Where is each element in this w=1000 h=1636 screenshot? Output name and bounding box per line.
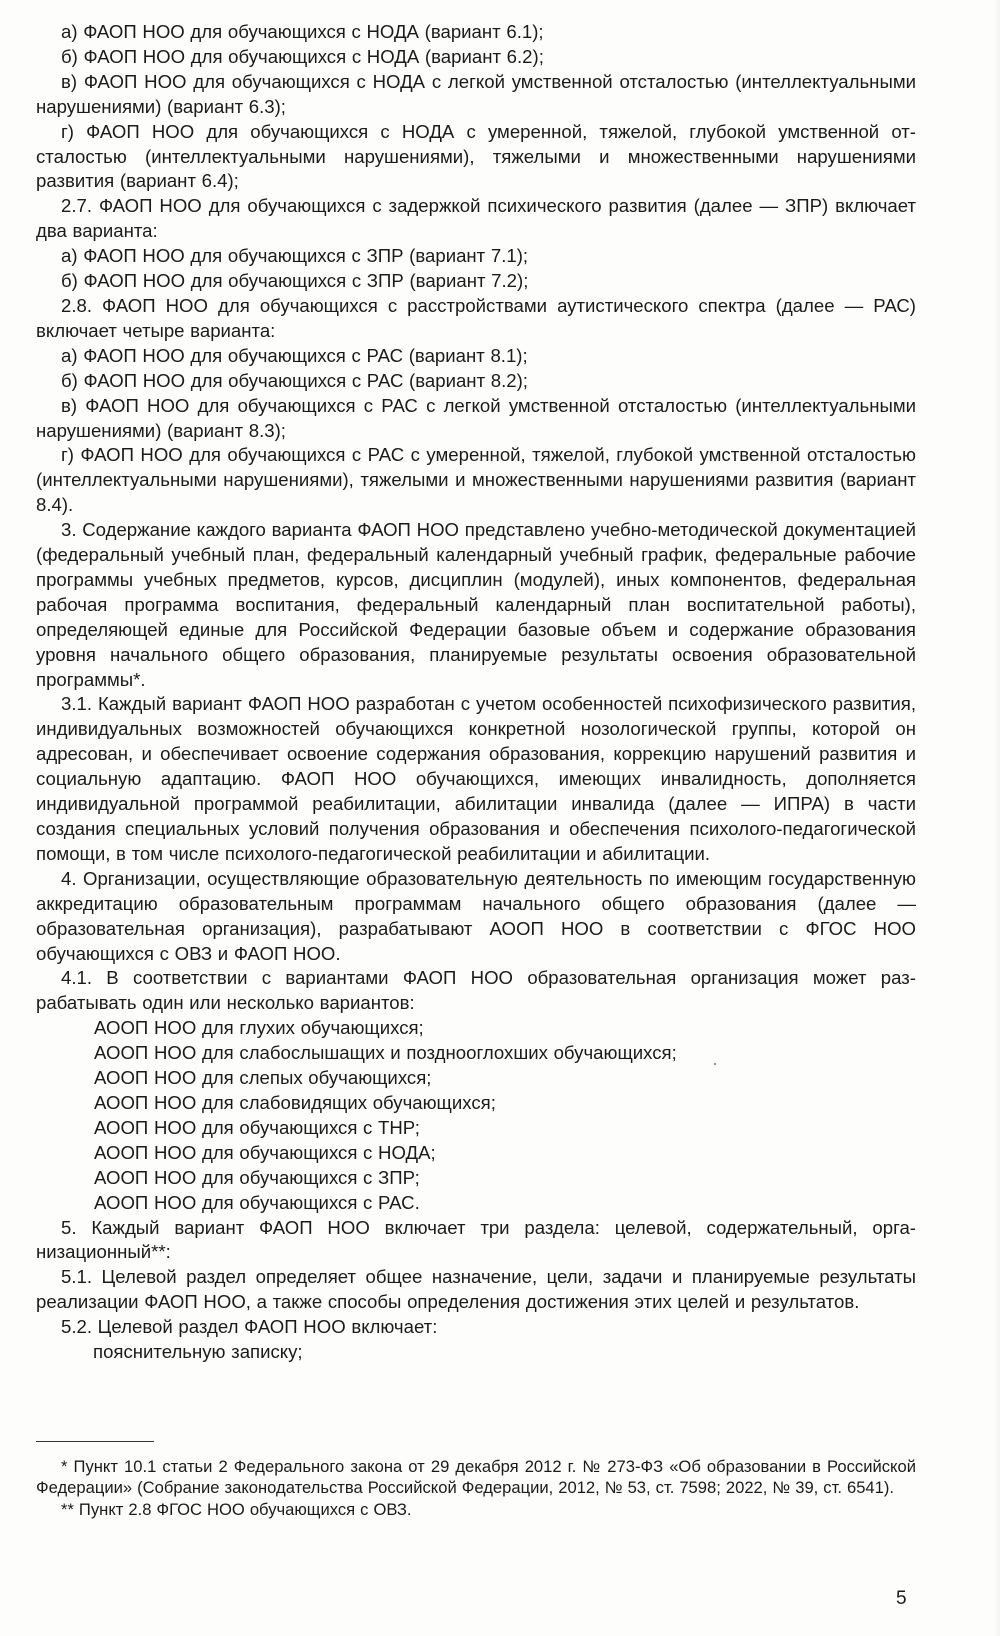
list-item: АООП НОО для обучающихся с НОДА; [94,1141,436,1163]
paragraph: а) ФАОП НОО для обучающихся с НОДА (вариант 6.1); [61,21,544,42]
scan-speck [714,1063,716,1065]
footnote-separator [36,1441,154,1442]
paragraph: 5.2. Целевой раздел ФАОП НОО включает: [61,1316,438,1338]
body-text [36,20,916,1365]
paragraph: 5. Каждый вариант ФАОП НОО включает три раздела: целевой, содержательный, организационный**: [36,1216,916,1263]
paragraph: 4.1. В соответствии с вариантами ФАОП НОО образовательная организация может разрабатывать один или несколько вариантов: [36,967,916,1014]
paragraph: 4. Организации, осуществляющие образовательную деятельность по имеющим государственную аккредитацию образовательным программам начального общего образования (далее — образовательная организация), разрабатывают АООП НОО в соответствии с ФГОС НОО обучающихся с ОВЗ и ФАОП НОО. [36,867,916,964]
footnotes [36,1441,916,1520]
list-item: пояснительную записку; [93,1341,303,1363]
list-item: АООП НОО для обучающихся с РАС. [94,1191,420,1213]
paragraph: б) ФАОП НОО для обучающихся с НОДА (вариант 6.2); [61,45,544,67]
page-edge-shadow [994,0,1000,1636]
list-item: АООП НОО для слабослышащих и позднооглохших обучающихся; [94,1042,677,1064]
page-number: 5 [896,1588,907,1609]
paragraph: а) ФАОП НОО для обучающихся с ЗПР (вариант 7.1); [61,245,529,267]
paragraph: 3.1. Каждый вариант ФАОП НОО разработан с учетом особенностей психофизического развития, индивидуальных возможностей обучающихся конкретной нозологической группы, которой он адресован, и обеспечивает освоение содержания образования, коррекцию нарушений развития и социальную адаптацию. ФАОП НОО обучающихся, имеющих инвалидность, дополняется индивидуальной программой реабилитации, абилитации инвалида (далее — ИПРА) в части создания специальных условий получения образования и обеспечения психолого-педагогической помощи, в том числе психолого-педагогической реабилитации и абилитации. [36,693,916,864]
paragraph: г) ФАОП НОО для обучающихся с РАС с умеренной, тяжелой, глубокой умственной отсталостью (интеллектуальными нарушениями), тяжелыми и множественными нарушениями развития (вариант 8.4). [36,444,916,516]
paragraph: 3. Содержание каждого варианта ФАОП НОО представлено учебно-методической документацией (федеральный учебный план, федеральный календарный учебный график, федеральные рабочие программы учебных предметов, курсов, дисциплин (модулей), иных компонентов, федеральная рабочая программа воспитания, федеральный календарный план воспитательной работы), определяющей единые для Российской Федерации базовые объем и содержание образования уровня начального общего образования, планируемые результаты освоения образовательной программы*. [36,519,916,690]
list-item: АООП НОО для обучающихся с ЗПР; [94,1166,420,1188]
paragraph: г) ФАОП НОО для обучающихся с НОДА с умеренной, тяжелой, глубокой умственной отсталостью (интеллектуальными нарушениями), тяжелыми и множественными нарушениями развития (вариант 6.4); [36,120,916,192]
paragraph: а) ФАОП НОО для обучающихся с РАС (вариант 8.1); [61,344,528,366]
paragraph: 5.1. Целевой раздел определяет общее назначение, цели, задачи и планируемые результаты реализации ФАОП НОО, а также способы определения достижения этих целей и результатов. [36,1266,916,1313]
list-item: АООП НОО для слепых обучающихся; [94,1067,432,1089]
paragraph: 2.7. ФАОП НОО для обучающихся с задержкой психического развития (далее — ЗПР) включает два варианта: [36,195,916,242]
list-item: АООП НОО для глухих обучающихся; [94,1017,424,1039]
paragraph: в) ФАОП НОО для обучающихся с НОДА с легкой умственной отсталостью (интеллектуальными нарушениями) (вариант 6.3); [36,70,916,117]
list-item: АООП НОО для слабовидящих обучающихся; [94,1091,496,1113]
footnote: ** Пункт 2.8 ФГОС НОО обучающихся с ОВЗ. [61,1499,412,1519]
paragraph: б) ФАОП НОО для обучающихся с РАС (вариант 8.2); [61,369,528,391]
list-item: АООП НОО для обучающихся с ТНР; [94,1116,420,1138]
paragraph: б) ФАОП НОО для обучающихся с ЗПР (вариант 7.2); [61,270,529,292]
footnote: * Пункт 10.1 статьи 2 Федерального закона от 29 декабря 2012 г. № 273-ФЗ «Об образовании в Российской Федерации» (Собрание законодательства Российской Федерации, 2012, № 53, ст. 7598; 2022, № 39, ст. 6541). [36,1457,916,1498]
paragraph: в) ФАОП НОО для обучающихся с РАС с легкой умственной отсталостью (интеллектуальными нарушениями) (вариант 8.3); [36,394,916,441]
paragraph: 2.8. ФАОП НОО для обучающихся с расстройствами аутистического спектра (далее — РАС) включает четыре варианта: [36,294,916,341]
